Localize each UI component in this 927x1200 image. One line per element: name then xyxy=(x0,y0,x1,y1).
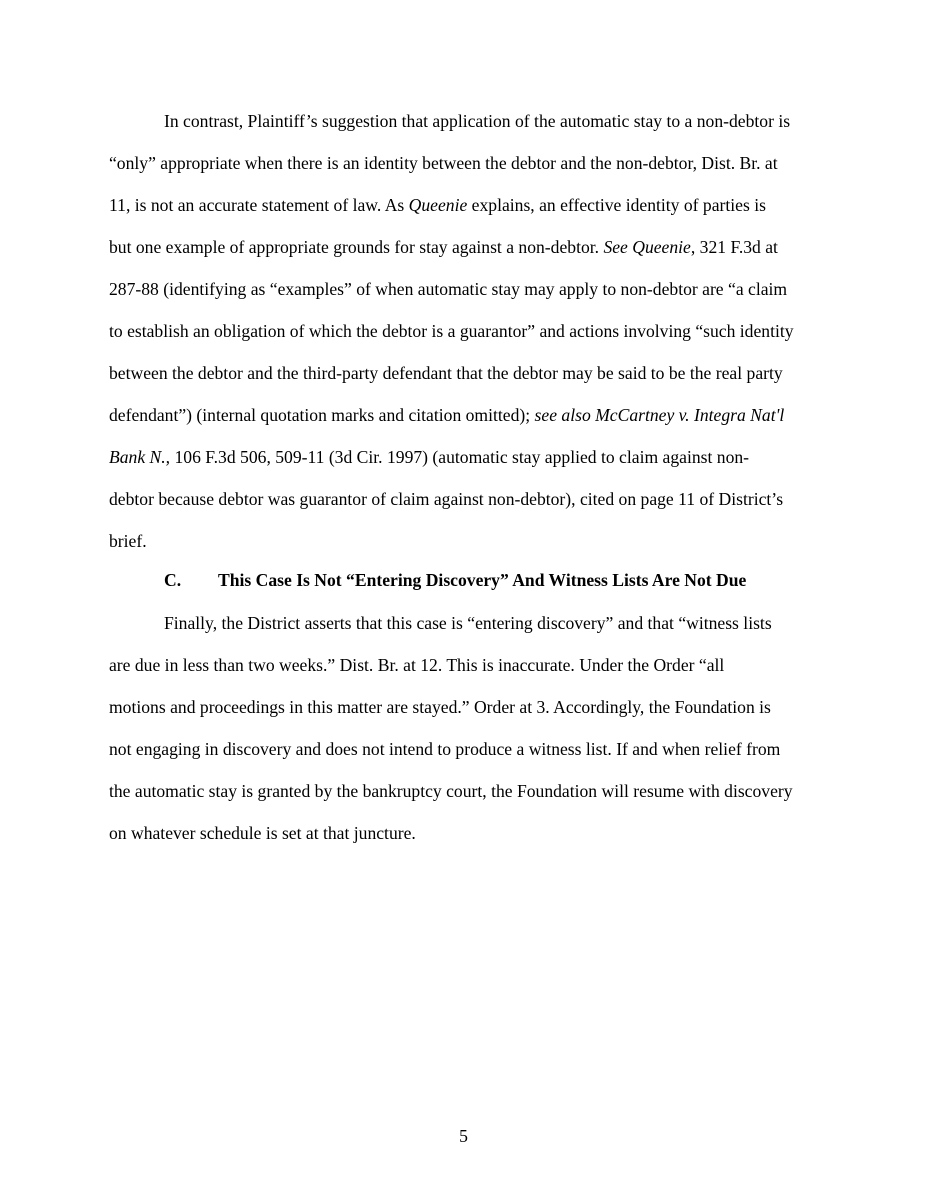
case-name-queenie: Queenie xyxy=(408,195,468,215)
paragraph-2-line-4: not engaging in discovery and does not intend to produce a witness list. If and when relief from xyxy=(109,739,781,759)
paragraph-1-line-3 xyxy=(109,194,766,216)
paragraph-2-line-5: the automatic stay is granted by the bankruptcy court, the Foundation will resume with discovery xyxy=(109,781,793,801)
paragraph-1-line-5: 287-88 (identifying as “examples” of when automatic stay may apply to non-debtor are “a claim xyxy=(109,279,788,299)
section-letter: C. xyxy=(164,570,182,590)
page-number: 5 xyxy=(459,1126,468,1146)
paragraph-1-line-9 xyxy=(109,446,749,468)
citation-bank: Bank N., xyxy=(109,447,171,467)
paragraph-1-line-6: to establish an obligation of which the debtor is a guarantor” and actions involving “such identity xyxy=(109,321,794,341)
citation-mccartney: see also McCartney v. Integra Nat'l xyxy=(534,405,785,425)
paragraph-1-line-2: “only” appropriate when there is an identity between the debtor and the non-debtor, Dist. Br. at xyxy=(109,153,778,173)
paragraph-1-line-8 xyxy=(109,404,784,426)
paragraph-2-line-3: motions and proceedings in this matter are stayed.” Order at 3. Accordingly, the Foundation is xyxy=(109,697,771,717)
paragraph-1-line-7: between the debtor and the third-party defendant that the debtor may be said to be the real party xyxy=(109,363,783,383)
paragraph-2-line-6: on whatever schedule is set at that juncture. xyxy=(109,823,416,843)
citation-see-queenie: See Queenie xyxy=(603,237,691,257)
section-title: This Case Is Not “Entering Discovery” And Witness Lists Are Not Due xyxy=(218,570,747,590)
text-run: 11, is not an accurate statement of law. As xyxy=(109,195,409,215)
paragraph-2-line-2: are due in less than two weeks.” Dist. Br. at 12. This is inaccurate. Under the Order “all xyxy=(109,655,725,675)
paragraph-1-line-1: In contrast, Plaintiff’s suggestion that application of the automatic stay to a non-debtor is xyxy=(164,111,791,131)
paragraph-1-line-11: brief. xyxy=(109,531,147,551)
text-run: defendant”) (internal quotation marks and citation omitted); xyxy=(109,405,535,425)
paragraph-1-line-10: debtor because debtor was guarantor of claim against non-debtor), cited on page 11 of District’s xyxy=(109,489,784,509)
text-run: 106 F.3d 506, 509-11 (3d Cir. 1997) (automatic stay applied to claim against non- xyxy=(170,447,750,467)
paragraph-2-line-1: Finally, the District asserts that this case is “entering discovery” and that “witness lists xyxy=(164,613,772,633)
section-heading-c xyxy=(164,569,746,591)
text-run: , 321 F.3d at xyxy=(690,237,778,257)
text-run: explains, an effective identity of parties is xyxy=(467,195,766,215)
text-run: but one example of appropriate grounds for stay against a non-debtor. xyxy=(109,237,604,257)
paragraph-1-line-4 xyxy=(109,236,778,258)
